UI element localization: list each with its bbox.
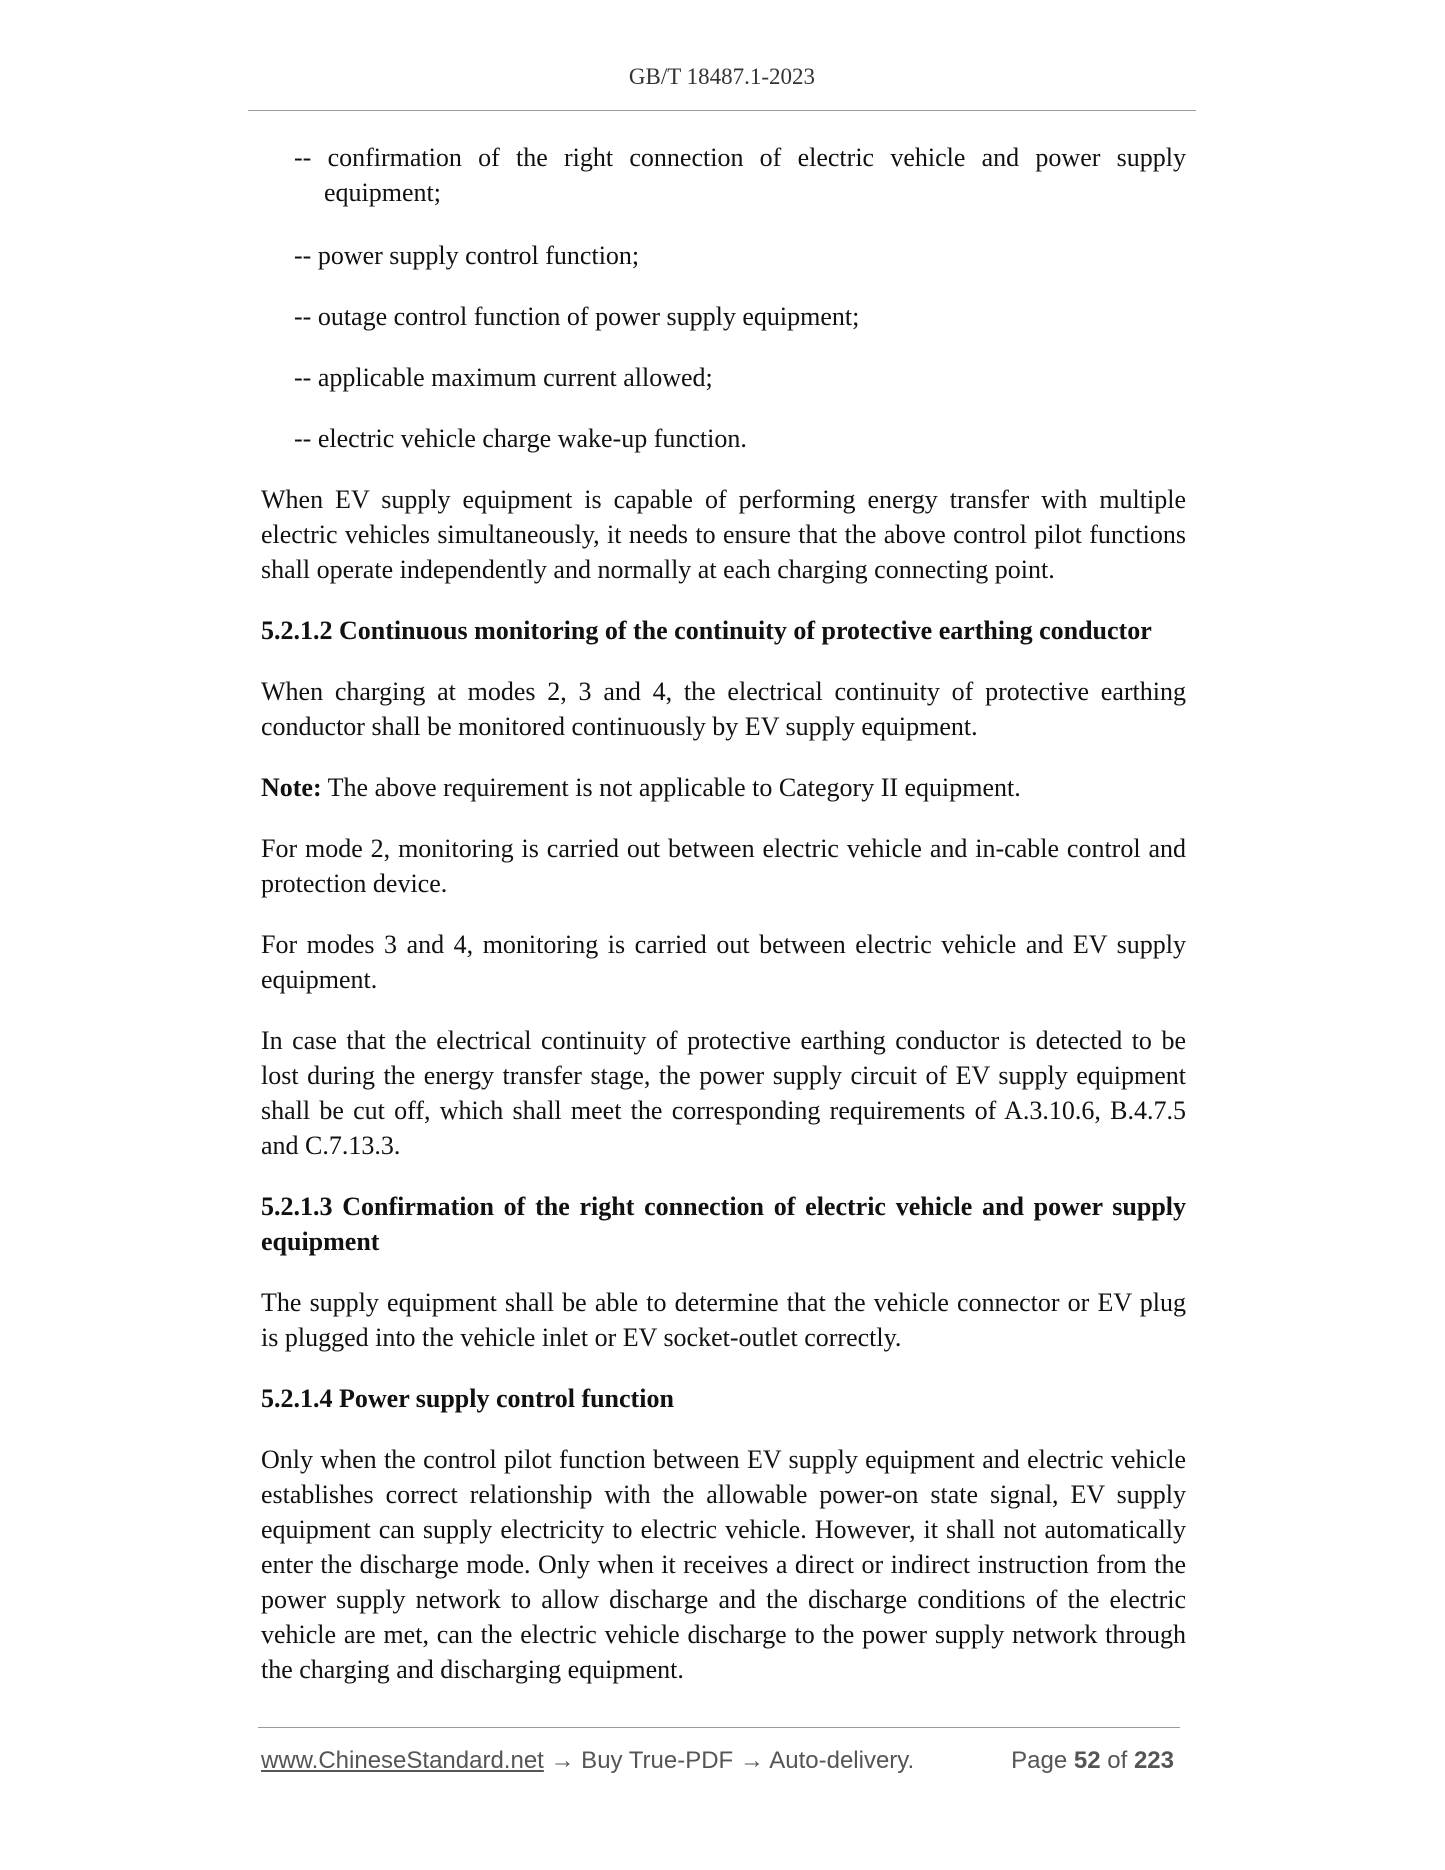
- paragraph-multiple-ev: When EV supply equipment is capable of performing energy transfer with multiple electric vehicles simultaneously, it needs to ensure that the above control pilot functions shall operate independently and normally at each charging connecting point.: [261, 485, 1186, 584]
- footer-promo: [261, 1747, 914, 1775]
- section-heading-5-2-1-3: 5.2.1.3 Confirmation of the right connection of electric vehicle and power supply equipment: [261, 1192, 1186, 1256]
- footer-divider: [258, 1727, 1180, 1728]
- section-heading-5-2-1-4: 5.2.1.4 Power supply control function: [261, 1384, 674, 1413]
- page-number: 52: [1073, 1747, 1101, 1774]
- paragraph: When charging at modes 2, 3 and 4, the electrical continuity of protective earthing conductor shall be monitored continuously by EV supply equipment.: [261, 677, 1186, 741]
- list-item: -- confirmation of the right connection of electric vehicle and power supply equipment;: [294, 143, 1186, 207]
- total-pages: 223: [1133, 1747, 1174, 1774]
- page-body: [261, 140, 1186, 1713]
- list-item: -- applicable maximum current allowed;: [294, 363, 713, 392]
- header-divider: [248, 110, 1196, 111]
- list-item: -- power supply control function;: [294, 241, 640, 270]
- site-link[interactable]: www.ChineseStandard.net: [261, 1747, 544, 1774]
- of-label: of: [1100, 1747, 1134, 1774]
- note-text: The above requirement is not applicable to Category II equipment.: [321, 773, 1021, 802]
- list-item: -- electric vehicle charge wake-up function.: [294, 424, 747, 453]
- paragraph: The supply equipment shall be able to determine that the vehicle connector or EV plug is plugged into the vehicle inlet or EV socket-outlet correctly.: [261, 1288, 1186, 1352]
- promo-text: → Buy True-PDF → Auto-delivery.: [543, 1747, 915, 1774]
- list-item: -- outage control function of power supply equipment;: [294, 302, 860, 331]
- page-footer: [261, 1747, 1186, 1781]
- paragraph: Only when the control pilot function between EV supply equipment and electric vehicle establishes correct relationship with the allowable power-on state signal, EV supply equipment can supply electricity to electric vehicle. However, it shall not automatically enter the discharge mode. Only when it receives a direct or indirect instruction from the power supply network to allow discharge and the discharge conditions of the electric vehicle are met, can the electric vehicle discharge to the power supply network through the charging and discharging equipment.: [261, 1445, 1186, 1684]
- section-heading-5-2-1-2: 5.2.1.2 Continuous monitoring of the continuity of protective earthing conductor: [261, 616, 1152, 645]
- page-header-standard-code: GB/T 18487.1-2023: [628, 64, 816, 89]
- paragraph: In case that the electrical continuity of protective earthing conductor is detected to be lost during the energy transfer stage, the power supply circuit of EV supply equipment shall be cut off, which shall meet the corresponding requirements of A.3.10.6, B.4.7.5 and C.7.13.3.: [261, 1026, 1186, 1160]
- note-label: Note:: [261, 773, 322, 802]
- page-counter: [1011, 1747, 1174, 1775]
- page-label: Page: [1011, 1747, 1074, 1774]
- note-paragraph: [261, 770, 1186, 805]
- paragraph: For modes 3 and 4, monitoring is carried out between electric vehicle and EV supply equipment.: [261, 930, 1186, 994]
- paragraph: For mode 2, monitoring is carried out between electric vehicle and in-cable control and protection device.: [261, 834, 1186, 898]
